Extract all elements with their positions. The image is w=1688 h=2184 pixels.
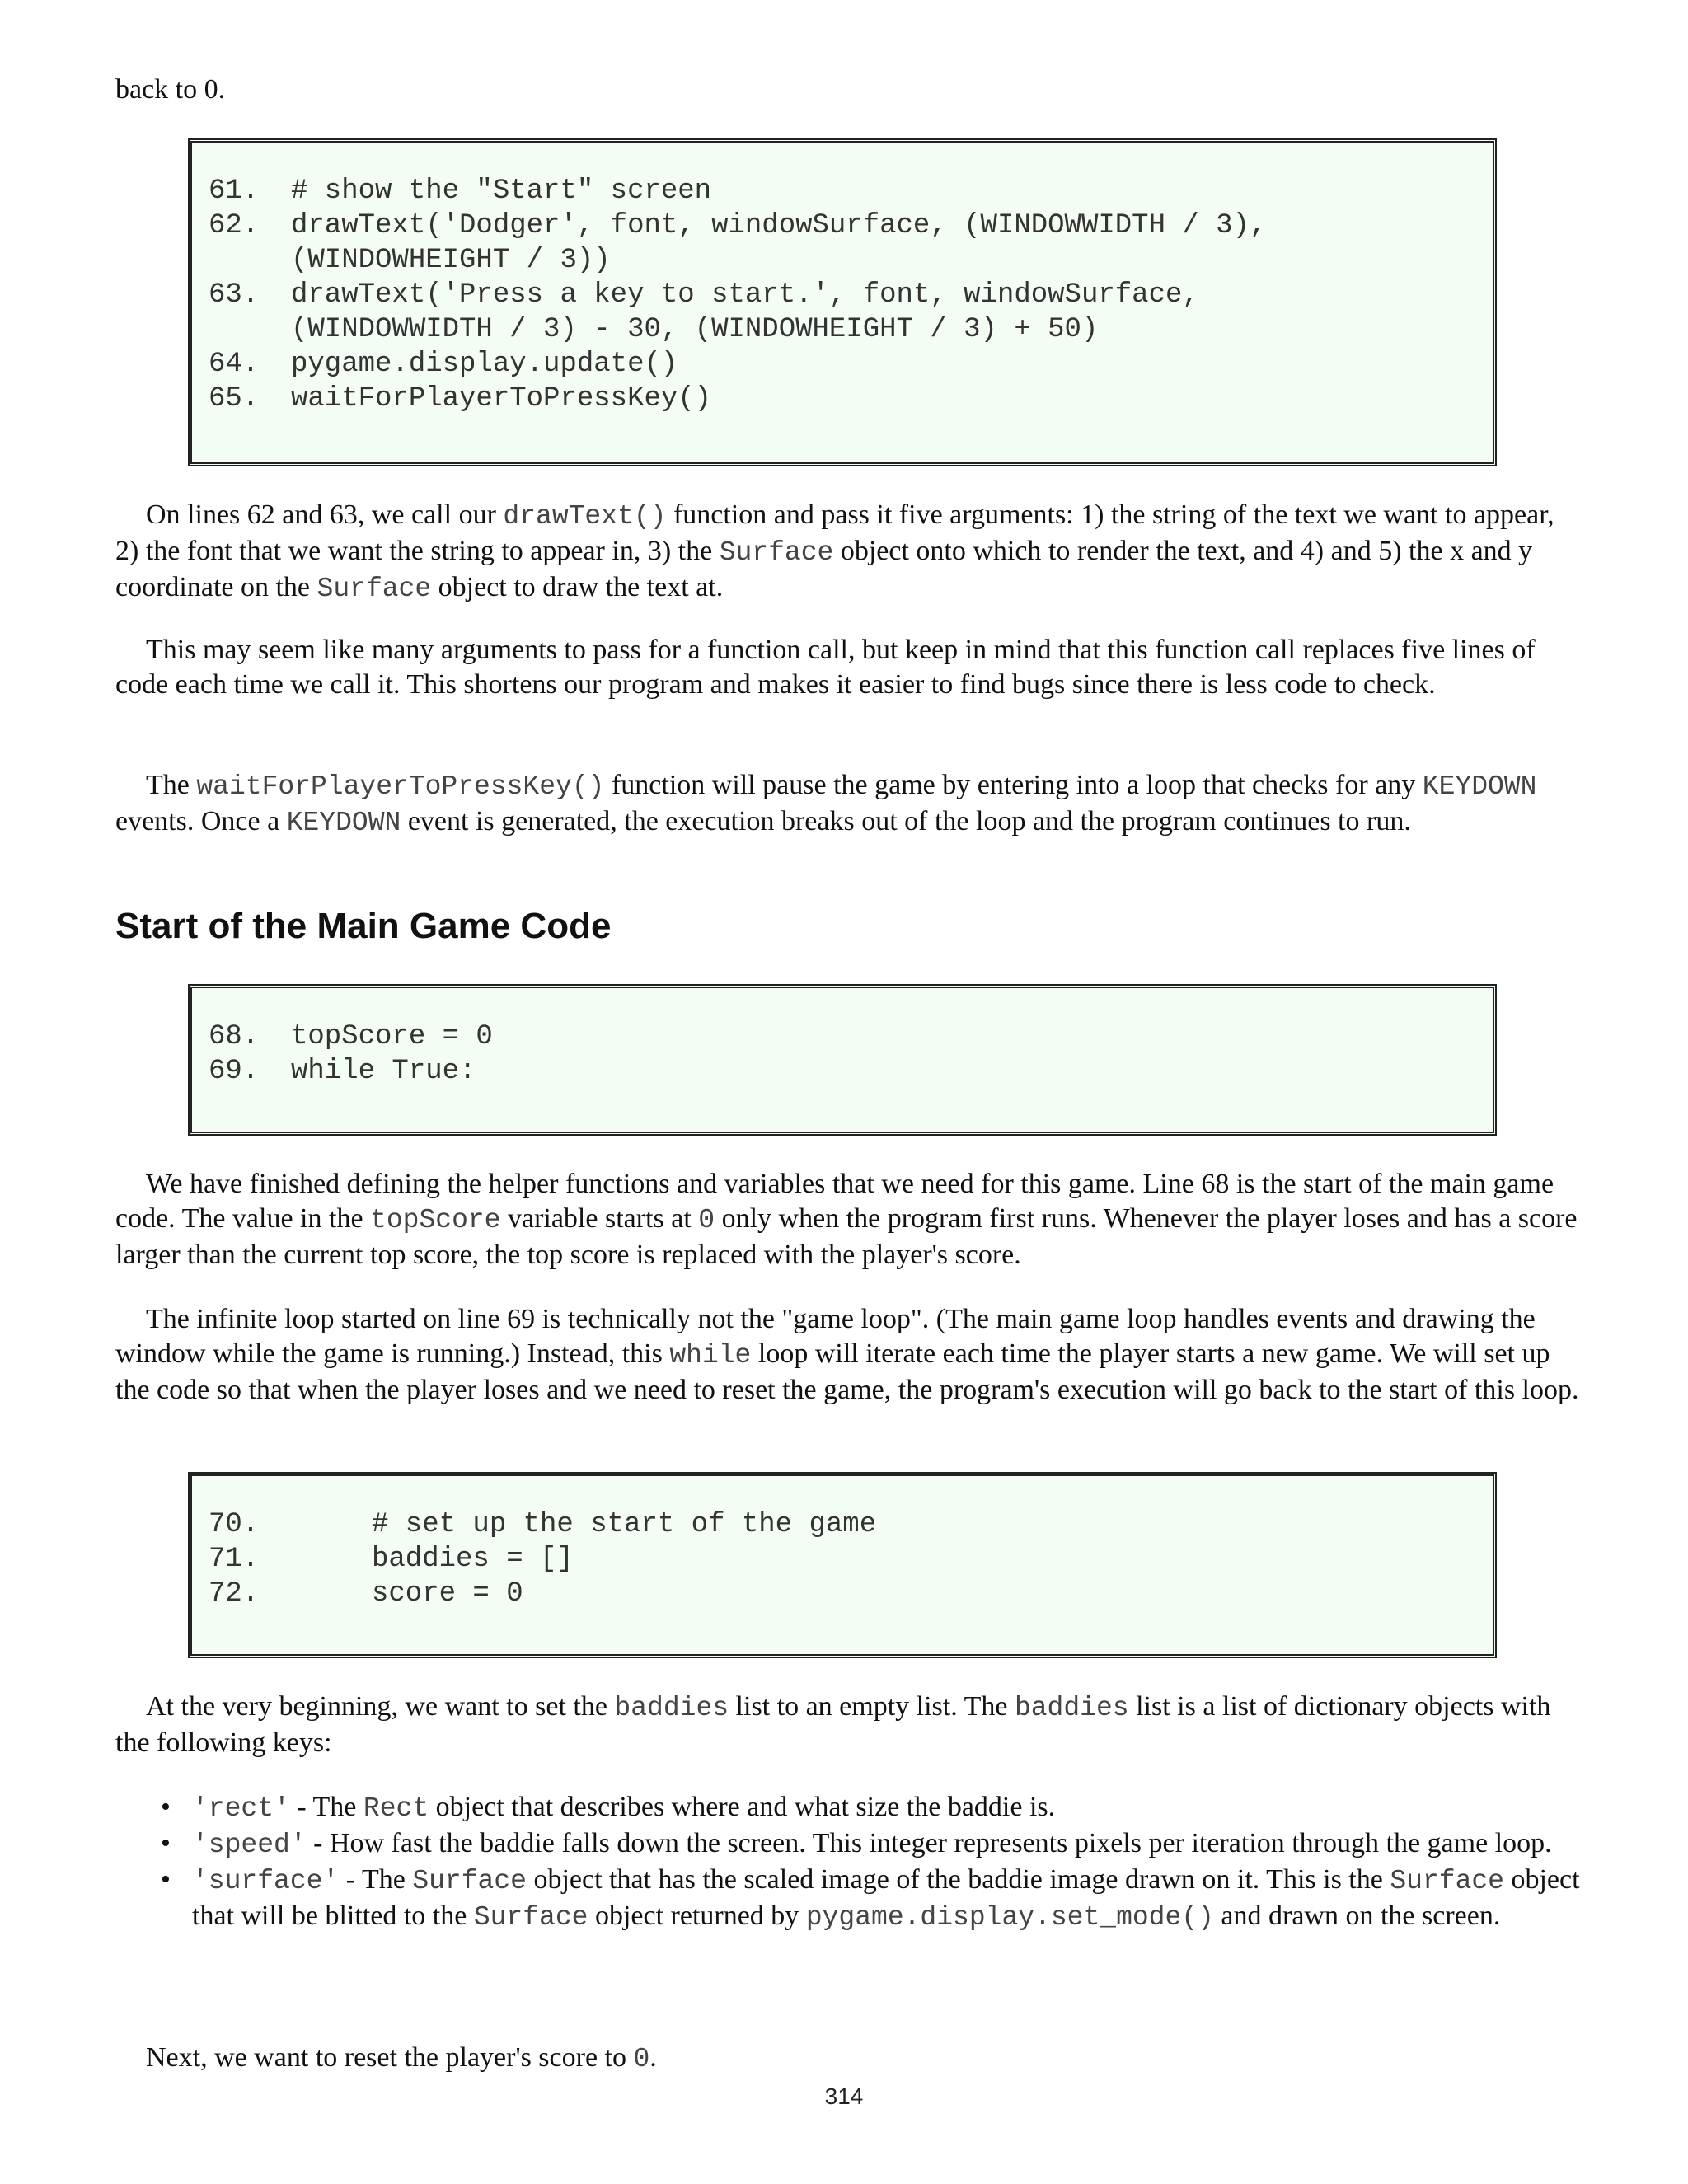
bullet-icon: • (161, 1828, 171, 1858)
page-number: 314 (824, 2083, 864, 2109)
code-line: 70. # set up the start of the game (209, 1509, 877, 1540)
paragraph-wait-for-key: The waitForPlayerToPressKey() function will pause the game by entering into a loop that checks for any KEYDOWN events. Once a KEYDOWN event is generated, the execution breaks out of the loop and the program continues to run. (115, 770, 1537, 838)
list-item: • 'rect' - The Rect object that describes where and what size the baddie is. (161, 1792, 1056, 1824)
code-block-main-loop (188, 984, 1497, 1136)
baddie-keys-list (115, 1790, 1582, 1935)
paragraph-top-score: We have finished defining the helper functions and variables that we need for this game. Line 68 is the start of the main game code. The value in the topScore variable starts at 0 only when the program first runs. Whenever the player loses and has a score larger than the current top score, the top score is replaced with the player's score. (115, 1169, 1578, 1270)
code-line: 64. pygame.display.update() (209, 349, 678, 380)
intro-fragment: back to 0. (115, 74, 226, 105)
code-line: 68. topScore = 0 (209, 1021, 493, 1052)
code-line: 69. while True: (209, 1056, 476, 1087)
paragraph-infinite-loop: The infinite loop started on line 69 is technically not the "game loop". (The main game loop handles events and drawing the window while the game is running.) Instead, this while loop will iterate each time the player starts a new game. We will set up the code so that when the player loses and we need to reset the game, the program's execution will go back to the start of this loop. (115, 1304, 1579, 1405)
code-block-start-screen (188, 138, 1497, 466)
paragraph-baddies-list: At the very beginning, we want to set the baddies list to an empty list. The baddies list is a list of dictionary objects with the following keys: (115, 1691, 1551, 1758)
paragraph-reset-score: Next, we want to reset the player's score to 0. (146, 2042, 657, 2074)
list-item: • 'speed' - How fast the baddie falls down the screen. This integer represents pixels per iteration through the game loop. (161, 1828, 1552, 1860)
paragraph-many-arguments: This may seem like many arguments to pass for a function call, but keep in mind that this function call replaces five lines of code each time we call it. This shortens our program and makes it easier to find bugs since there is less code to check. (115, 635, 1536, 700)
code-line: 71. baddies = [] (209, 1544, 574, 1575)
code-line-continuation: (WINDOWHEIGHT / 3)) (291, 245, 611, 276)
code-line: 65. waitForPlayerToPressKey() (209, 383, 712, 415)
list-item: • 'surface' - The Surface object that has the scaled image of the baddie image drawn on it. This is the Surface object that will be blitted to the Surface object returned by pygame.display.set_mode() and drawn on the screen. (161, 1864, 1580, 1933)
code-line: 61. # show the "Start" screen (209, 176, 712, 207)
bullet-icon: • (161, 1864, 171, 1895)
code-block-game-setup (188, 1472, 1497, 1658)
section-heading: Start of the Main Game Code (115, 906, 612, 946)
code-line: 72. score = 0 (209, 1578, 523, 1610)
paragraph-drawtext-args: On lines 62 and 63, we call our drawText() function and pass it five arguments: 1) the string of the text we want to appear, 2) the font that we want the string to appear in, 3) the Surface object onto which to render the text, and 4) and 5) the x and y coordinate on the Surface object to draw the text at. (115, 499, 1554, 604)
code-line: 62. drawText('Dodger', font, windowSurface, (WINDOWWIDTH / 3), (209, 210, 1267, 241)
code-line-continuation: (WINDOWWIDTH / 3) - 30, (WINDOWHEIGHT / 3) + 50) (291, 314, 1099, 345)
code-line: 63. drawText('Press a key to start.', font, windowSurface, (209, 279, 1199, 311)
bullet-icon: • (161, 1792, 171, 1822)
